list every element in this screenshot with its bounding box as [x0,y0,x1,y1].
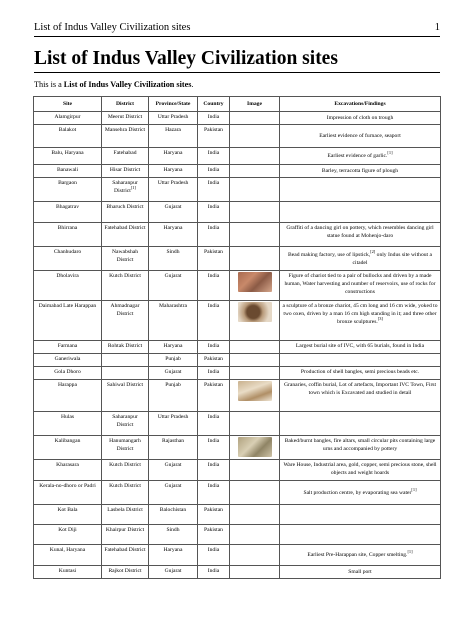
cell-district-text[interactable]: Kutch District [109,483,141,490]
cell-image [230,525,280,545]
cell-findings [280,247,441,271]
cell-findings [280,112,441,125]
cell-site-text[interactable]: Hulas [60,414,75,421]
cell-image [230,112,280,125]
cell-country[interactable] [198,202,230,223]
cell-country[interactable] [198,354,230,367]
cell-country-text[interactable]: India [207,568,220,575]
cell-state-text[interactable]: Hazara [165,127,181,134]
cell-findings [280,566,441,579]
cell-site-text[interactable]: Ganeriwala [54,356,81,363]
cell-district-text[interactable]: Saharanpur District [112,414,138,429]
cell-state-text[interactable]: Punjab [165,382,181,389]
cell-image [230,354,280,367]
cell-findings [280,125,441,148]
running-header-title: List of Indus Valley Civilization sites [34,22,191,33]
cell-country[interactable] [198,566,230,579]
cell-state[interactable] [149,436,198,460]
cell-site[interactable] [34,505,102,525]
cell-country[interactable] [198,460,230,481]
bronze-chariot-photo[interactable] [238,302,272,322]
cell-image [230,380,280,412]
cell-country-text[interactable]: India [207,483,220,490]
cell-site-text[interactable]: Chanhudaro [53,249,82,256]
cell-country-text[interactable]: India [207,204,220,211]
cell-district[interactable] [102,148,149,165]
cell-image [230,566,280,579]
cell-findings-text: Bead making factory, use of lipstick, [288,251,371,258]
cell-country[interactable] [198,341,230,354]
cell-state-text[interactable]: Rajasthan [161,438,185,445]
table-row [34,125,441,148]
cell-state-text[interactable]: Gujarat [164,369,182,376]
cell-country[interactable] [198,545,230,566]
intro-link[interactable]: List of Indus Valley Civilization sites [63,80,192,89]
cell-site-text[interactable]: Bhagatrav [56,204,79,211]
cell-site[interactable] [34,247,102,271]
cell-site[interactable] [34,354,102,367]
table-row [34,367,441,380]
reference-link[interactable]: [2] [370,248,376,254]
cell-state[interactable] [149,354,198,367]
cell-findings-text: Largest burial site of IVC, with 65 burials, found in India [295,343,425,350]
cell-district-text[interactable]: Hisar District [109,167,141,174]
cell-site-text[interactable]: Farmana [57,343,78,350]
cell-country-text[interactable]: Pakistan [204,249,223,256]
cell-district[interactable] [102,223,149,247]
cell-findings [280,545,441,566]
table-row [34,505,441,525]
cell-country[interactable] [198,481,230,505]
cell-district-text[interactable]: Mansehra District [104,127,146,134]
cell-state[interactable] [149,525,198,545]
cell-site-text[interactable]: Kot Diji [58,527,77,534]
cell-site[interactable] [34,566,102,579]
cell-image [230,412,280,436]
granary-photo[interactable] [238,381,272,401]
cell-site-text[interactable]: Kerala-no-dhoro or Padri [39,483,96,490]
cell-country-text[interactable]: Pakistan [204,382,223,389]
cell-image [230,202,280,223]
intro-paragraph [34,80,193,89]
cell-country-text[interactable]: Pakistan [204,527,223,534]
cell-state-text[interactable]: Haryana [163,547,183,554]
cell-site[interactable] [34,367,102,380]
cell-site-text[interactable]: Kuntasi [58,568,77,575]
cell-findings [280,301,441,341]
cell-image [230,436,280,460]
intro-prefix: This is a [34,80,64,89]
cell-country-text[interactable]: India [207,180,220,187]
cell-state[interactable] [149,125,198,148]
cell-state[interactable] [149,247,198,271]
cell-country[interactable] [198,125,230,148]
cell-state[interactable] [149,380,198,412]
cell-state[interactable] [149,412,198,436]
cell-country-text[interactable]: Pakistan [204,507,223,514]
ruins-photo[interactable] [238,437,272,457]
running-header [34,22,440,37]
cell-site-text[interactable]: Balakot [58,127,77,134]
cell-findings [280,481,441,505]
cell-district-text[interactable]: Nawabshah District [111,249,139,264]
cell-site[interactable] [34,202,102,223]
cell-district-text[interactable]: Rohtak District [107,343,143,350]
cell-district-text[interactable]: Fatehabad District [104,225,146,232]
cell-country-text[interactable]: Pakistan [204,127,223,134]
cell-site[interactable] [34,148,102,165]
cell-findings-text: a sculpture of a bronze chariot, 45 cm long and 16 cm wide, yoked to two oxen, driven by a man 16 cm high standing in it; and three other bronze sculptures. [282,303,438,326]
cell-state[interactable] [149,301,198,341]
cell-image [230,223,280,247]
cell-findings-text: Figure of chariot tied to a pair of bullocks and driven by a made human, Water harvesting and number of reservoirs, use of rocks for constructions [284,273,436,296]
cell-country[interactable] [198,412,230,436]
cell-district-text[interactable]: Meerut District [107,114,143,121]
cell-country[interactable] [198,525,230,545]
cell-findings-text: Baked/burnt bangles, fire altars, small circular pits containing large urns and accompanied by pottery [284,438,436,453]
cell-country-text[interactable]: India [207,167,220,174]
cell-site-text[interactable]: Dholavira [56,273,79,280]
cell-site[interactable] [34,178,102,202]
reference-link[interactable]: [1] [387,150,393,156]
cell-findings [280,354,441,367]
cell-district[interactable] [102,525,149,545]
page-number: 1 [434,22,440,33]
cell-state-text[interactable]: Gujarat [164,273,182,280]
cell-district[interactable] [102,412,149,436]
cell-district[interactable] [102,436,149,460]
cell-state-text[interactable]: Balochistan [159,507,187,514]
cell-district[interactable] [102,380,149,412]
cell-country[interactable] [198,436,230,460]
cell-site-text[interactable]: Bargaon [58,180,77,187]
cell-district-text[interactable]: Hanumangarh District [109,438,141,453]
cell-image [230,148,280,165]
cell-country-text[interactable]: India [207,303,220,310]
cell-district[interactable] [102,125,149,148]
cell-site[interactable] [34,545,102,566]
table-row [34,460,441,481]
cell-findings-text: Salt production centre, by evaporating sea water [303,489,412,496]
cell-state-text[interactable]: Haryana [163,150,183,157]
table-row [34,380,441,412]
cell-state-text[interactable]: Gujarat [164,483,182,490]
cell-site[interactable] [34,301,102,341]
cell-site-text[interactable]: Kharasara [56,462,79,469]
cell-state-text[interactable]: Uttar Pradesh [157,114,189,121]
cell-findings-text: Production of shell bangles, semi precious beads etc. [300,369,420,376]
cell-image [230,165,280,178]
page-title: List of Indus Valley Civilization sites [34,48,338,69]
cell-findings [280,165,441,178]
cell-findings-text: Impression of cloth on trough [326,115,394,122]
cell-image [230,481,280,505]
column-header-district: District [102,97,149,112]
cell-state[interactable] [149,545,198,566]
cell-country-text[interactable]: India [207,369,220,376]
cell-site[interactable] [34,223,102,247]
cell-findings-text: Barley, terracotta figure of plough [321,168,399,175]
cell-country[interactable] [198,380,230,412]
table-row [34,271,441,301]
cell-state-text[interactable]: Uttar Pradesh [157,180,189,187]
cell-site-text[interactable]: Kalibangan [54,438,81,445]
cell-state-text[interactable]: Haryana [163,343,183,350]
cell-state[interactable] [149,202,198,223]
cell-district[interactable] [102,505,149,525]
cell-findings [280,178,441,202]
cell-country[interactable] [198,505,230,525]
sites-table [33,96,441,579]
cell-state-text[interactable]: Haryana [163,225,183,232]
cell-country-text[interactable]: India [207,462,220,469]
cell-district[interactable] [102,367,149,380]
cell-district[interactable] [102,247,149,271]
cell-country-text[interactable]: India [207,438,220,445]
cell-site[interactable] [34,412,102,436]
cell-district-text[interactable]: Khairpur District [105,527,145,534]
cell-country-text[interactable]: India [207,225,220,232]
cell-findings [280,505,441,525]
cell-findings [280,341,441,354]
cell-country[interactable] [198,112,230,125]
cell-findings [280,202,441,223]
cell-site-text[interactable]: Alamgirpur [54,114,81,121]
cell-image [230,505,280,525]
cell-findings-text: Graffiti of a dancing girl on pottery, which resembles dancing girl statue found at Mohenjo-daro [286,225,434,240]
cell-district[interactable] [102,460,149,481]
table-header-row [34,97,441,112]
cell-country[interactable] [198,247,230,271]
cell-district-text[interactable]: Kutch District [109,273,141,280]
cell-state[interactable] [149,112,198,125]
table-row [34,148,441,165]
cell-site-text[interactable]: Harappa [58,382,77,389]
cell-image [230,247,280,271]
cell-findings [280,223,441,247]
table-row [34,301,441,341]
cell-findings [280,412,441,436]
cell-district[interactable] [102,354,149,367]
cell-state[interactable] [149,223,198,247]
cell-findings [280,367,441,380]
table-row [34,436,441,460]
cell-findings [280,271,441,301]
cell-findings-text: Earliest evidence of furnace, seaport [319,133,401,140]
cell-findings [280,436,441,460]
cell-site[interactable] [34,460,102,481]
cell-district[interactable] [102,202,149,223]
cell-country[interactable] [198,367,230,380]
cell-site[interactable] [34,436,102,460]
chariot-photo[interactable] [238,272,272,292]
cell-site-text[interactable]: Kot Bala [57,507,78,514]
table-row [34,525,441,545]
cell-findings [280,380,441,412]
cell-state[interactable] [149,271,198,301]
cell-country[interactable] [198,271,230,301]
cell-image [230,460,280,481]
table-row [34,566,441,579]
cell-country-text[interactable]: India [207,114,220,121]
cell-country[interactable] [198,178,230,202]
cell-state[interactable] [149,505,198,525]
cell-image [230,545,280,566]
cell-findings [280,460,441,481]
cell-district-text[interactable]: Sahiwal District [106,382,144,389]
table-row [34,112,441,125]
cell-site[interactable] [34,525,102,545]
cell-image [230,271,280,301]
table-row [34,223,441,247]
cell-country-text[interactable]: Pakistan [204,356,223,363]
cell-district[interactable] [102,112,149,125]
cell-district[interactable] [102,545,149,566]
cell-district[interactable] [102,566,149,579]
cell-country-text[interactable]: India [207,414,220,421]
cell-state[interactable] [149,566,198,579]
cell-site[interactable] [34,112,102,125]
cell-state-text[interactable]: Gujarat [164,568,182,575]
cell-district-text[interactable]: Fatehabad [113,150,137,157]
cell-image [230,301,280,341]
table-row [34,354,441,367]
cell-image [230,178,280,202]
cell-site[interactable] [34,341,102,354]
reference-link[interactable]: [1] [411,486,417,492]
cell-site-text[interactable]: Bhirrana [57,225,78,232]
cell-country-text[interactable]: India [207,343,220,350]
cell-district-text[interactable]: Fatehabad District [104,547,146,554]
column-header-image: Image [230,97,280,112]
cell-site[interactable] [34,481,102,505]
cell-country[interactable] [198,165,230,178]
cell-findings-text: Earliest evidence of garlic. [327,153,388,160]
cell-state-text[interactable]: Sindh [166,249,180,256]
cell-findings-text-continued: only Indus site without a citadel [352,251,432,266]
cell-findings-text: Ware House, Industrial area, gold, copper, semi precious stone, shell objects and weight hoards [283,462,437,477]
cell-state[interactable] [149,481,198,505]
reference-link[interactable]: [1] [407,549,413,555]
cell-district[interactable] [102,165,149,178]
cell-site-text[interactable]: Banawali [56,167,79,174]
cell-site[interactable] [34,380,102,412]
cell-site-text[interactable]: Daimabad Late Harappan [38,303,97,310]
cell-district-text[interactable]: Bharuch District [106,204,144,211]
cell-state-text[interactable]: Haryana [163,167,183,174]
cell-district[interactable] [102,341,149,354]
reference-link[interactable]: [3] [377,316,383,322]
cell-site-text[interactable]: Gola Dhoro [54,369,81,376]
cell-state-text[interactable]: Gujarat [164,204,182,211]
cell-district-text[interactable]: Kutch District [109,462,141,469]
cell-site[interactable] [34,271,102,301]
cell-state[interactable] [149,148,198,165]
cell-country-text[interactable]: India [207,150,220,157]
cell-country[interactable] [198,223,230,247]
reference-link[interactable]: [1] [130,185,136,191]
cell-state[interactable] [149,178,198,202]
cell-findings [280,148,441,165]
cell-state-text[interactable]: Uttar Pradesh [157,414,189,421]
cell-state[interactable] [149,460,198,481]
cell-image [230,341,280,354]
cell-district[interactable] [102,301,149,341]
cell-district[interactable] [102,178,149,202]
cell-district-text[interactable]: Lasbela District [107,507,143,514]
cell-image [230,125,280,148]
table-row [34,202,441,223]
cell-findings-text: Earliest Pre-Harappan site, Copper smelting. [307,552,408,559]
cell-state-text[interactable]: Sindh [166,527,180,534]
cell-state-text[interactable]: Gujarat [164,462,182,469]
column-header-country: Country [198,97,230,112]
cell-findings [280,525,441,545]
cell-site[interactable] [34,125,102,148]
cell-site-text[interactable]: Kunal, Haryana [49,547,86,554]
cell-image [230,367,280,380]
cell-country[interactable] [198,148,230,165]
cell-district-text[interactable]: Saharanpur District [112,180,138,195]
table-row [34,341,441,354]
cell-district-text[interactable]: Ahmadnagar District [110,303,140,318]
cell-state[interactable] [149,367,198,380]
table-row [34,412,441,436]
cell-district[interactable] [102,271,149,301]
table-row [34,165,441,178]
column-header-findings: Excavations/Findings [280,97,441,112]
table-row [34,178,441,202]
cell-district-text[interactable]: Rajkot District [108,568,142,575]
table-row [34,247,441,271]
cell-findings-text: Small port [348,569,372,576]
cell-site-text[interactable]: Balu, Haryana [51,150,84,157]
cell-site[interactable] [34,165,102,178]
cell-district[interactable] [102,481,149,505]
table-row [34,481,441,505]
cell-country-text[interactable]: India [207,547,220,554]
cell-country-text[interactable]: India [207,273,220,280]
cell-country[interactable] [198,301,230,341]
cell-state-text[interactable]: Punjab [165,356,181,363]
cell-findings-text: Granaries, coffin burial, Lot of artefacts, Important IVC Town, First town which is Excavated and studied in detail [283,382,437,397]
intro-suffix: . [191,80,194,89]
cell-state[interactable] [149,341,198,354]
column-header-state: Province/State [149,97,198,112]
cell-state[interactable] [149,165,198,178]
table-row [34,545,441,566]
column-header-site: Site [34,97,102,112]
cell-state-text[interactable]: Maharashtra [159,303,187,310]
title-divider [34,72,440,73]
